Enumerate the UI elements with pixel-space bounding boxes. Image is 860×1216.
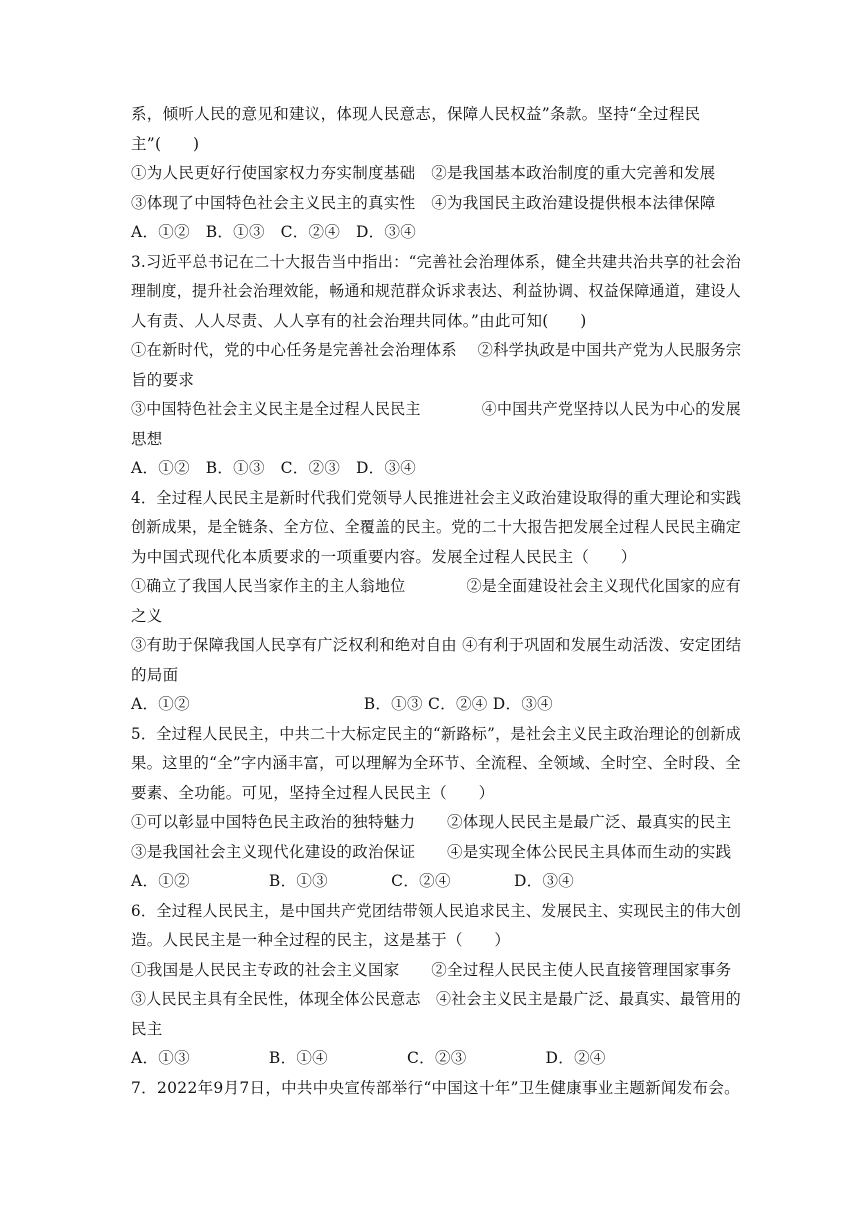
option-line: ①确立了我国人民当家作主的主人翁地位 ②是全面建设社会主义现代化国家的应有 <box>131 577 742 595</box>
text-line: 的局面 <box>131 666 179 684</box>
text-line: 主”( ) <box>131 135 200 153</box>
option-line: ①在新时代，党的中心任务是完善社会治理体系 ②科学执政是中国共产党为人民服务宗 <box>131 341 742 359</box>
text-line: 理制度，提升社会治理效能，畅通和规范群众诉求表达、利益协调、权益保障通道，建设人 <box>131 282 742 300</box>
text-line: 系，倾听人民的意见和建议，体现人民意志，保障人民权益”条款。坚持“全过程民 <box>131 105 701 123</box>
text-line: 创新成果，是全链条、全方位、全覆盖的民主。党的二十大报告把发展全过程人民民主确定 <box>131 518 742 536</box>
answer-choices: A．①② B．①③ C．②④ D．③④ <box>131 695 553 713</box>
option-line: ③人民民主具有全民性，体现全体公民意志 ④社会主义民主是最广泛、最真实、最管用的 <box>131 990 742 1008</box>
option-line: ③中国特色社会主义民主是全过程人民民主 ④中国共产党坚持以人民为中心的发展 <box>131 400 742 418</box>
answer-choices: A．①② B．①③ C．②③ D．③④ <box>131 459 417 477</box>
answer-choices: A．①② B．①③ C．②④ D．③④ <box>131 223 417 241</box>
question-3-text: 3.习近平总书记在二十大报告当中指出：“完善社会治理体系，健全共建共治共享的社会治 <box>131 253 742 271</box>
answer-choices: A．①③ B．①④ C．②③ D．②④ <box>131 1049 606 1067</box>
question-5-text: 5．全过程人民民主，中共二十大标定民主的“新路标”，是社会主义民主政治理论的创新成 <box>131 725 742 743</box>
text-line: 民主 <box>131 1020 163 1038</box>
text-line: 之义 <box>131 607 163 625</box>
question-4-text: 4．全过程人民民主是新时代我们党领导人民推进社会主义政治建设取得的重大理论和实践 <box>131 489 742 507</box>
text-line: 为中国式现代化本质要求的一项重要内容。发展全过程人民民主（ ） <box>131 548 637 566</box>
question-7-text: 7．2022年9月7日，中共中央宣传部举行“中国这十年”卫生健康事业主题新闻发布会。 <box>131 1079 740 1097</box>
text-line: 人有责、人人尽责、人人享有的社会治理共同体。”由此可知( ) <box>131 312 587 330</box>
option-line: ①我国是人民民主专政的社会主义国家 ②全过程人民民主使人民直接管理国家事务 <box>131 961 732 979</box>
option-line: ③是我国社会主义现代化建设的政治保证 ④是实现全体公民民主具体而生动的实践 <box>131 843 732 861</box>
answer-choices: A．①② B．①③ C．②④ D．③④ <box>131 872 575 890</box>
option-line: ③有助于保障我国人民享有广泛权利和绝对自由 ④有利于巩固和发展生动活泼、安定团结 <box>131 636 742 654</box>
option-line: ①为人民更好行使国家权力夯实制度基础 ②是我国基本政治制度的重大完善和发展 <box>131 164 716 182</box>
option-line: ③体现了中国特色社会主义民主的真实性 ④为我国民主政治建设提供根本法律保障 <box>131 194 716 212</box>
text-line: 造。人民民主是一种全过程的民主，这是基于（ ） <box>131 931 511 949</box>
text-line: 思想 <box>131 430 163 448</box>
question-6-text: 6．全过程人民民主，是中国共产党团结带领人民追求民主、发展民主、实现民主的伟大创 <box>131 902 742 920</box>
text-line: 要素、全功能。可见，坚持全过程人民民主（ ） <box>131 784 495 802</box>
text-line: 旨的要求 <box>131 371 195 389</box>
option-line: ①可以彰显中国特色民主政治的独特魅力 ②体现人民民主是最广泛、最真实的民主 <box>131 813 732 831</box>
text-line: 果。这里的“全”字内涵丰富，可以理解为全环节、全流程、全领域、全时空、全时段、全 <box>131 754 741 772</box>
